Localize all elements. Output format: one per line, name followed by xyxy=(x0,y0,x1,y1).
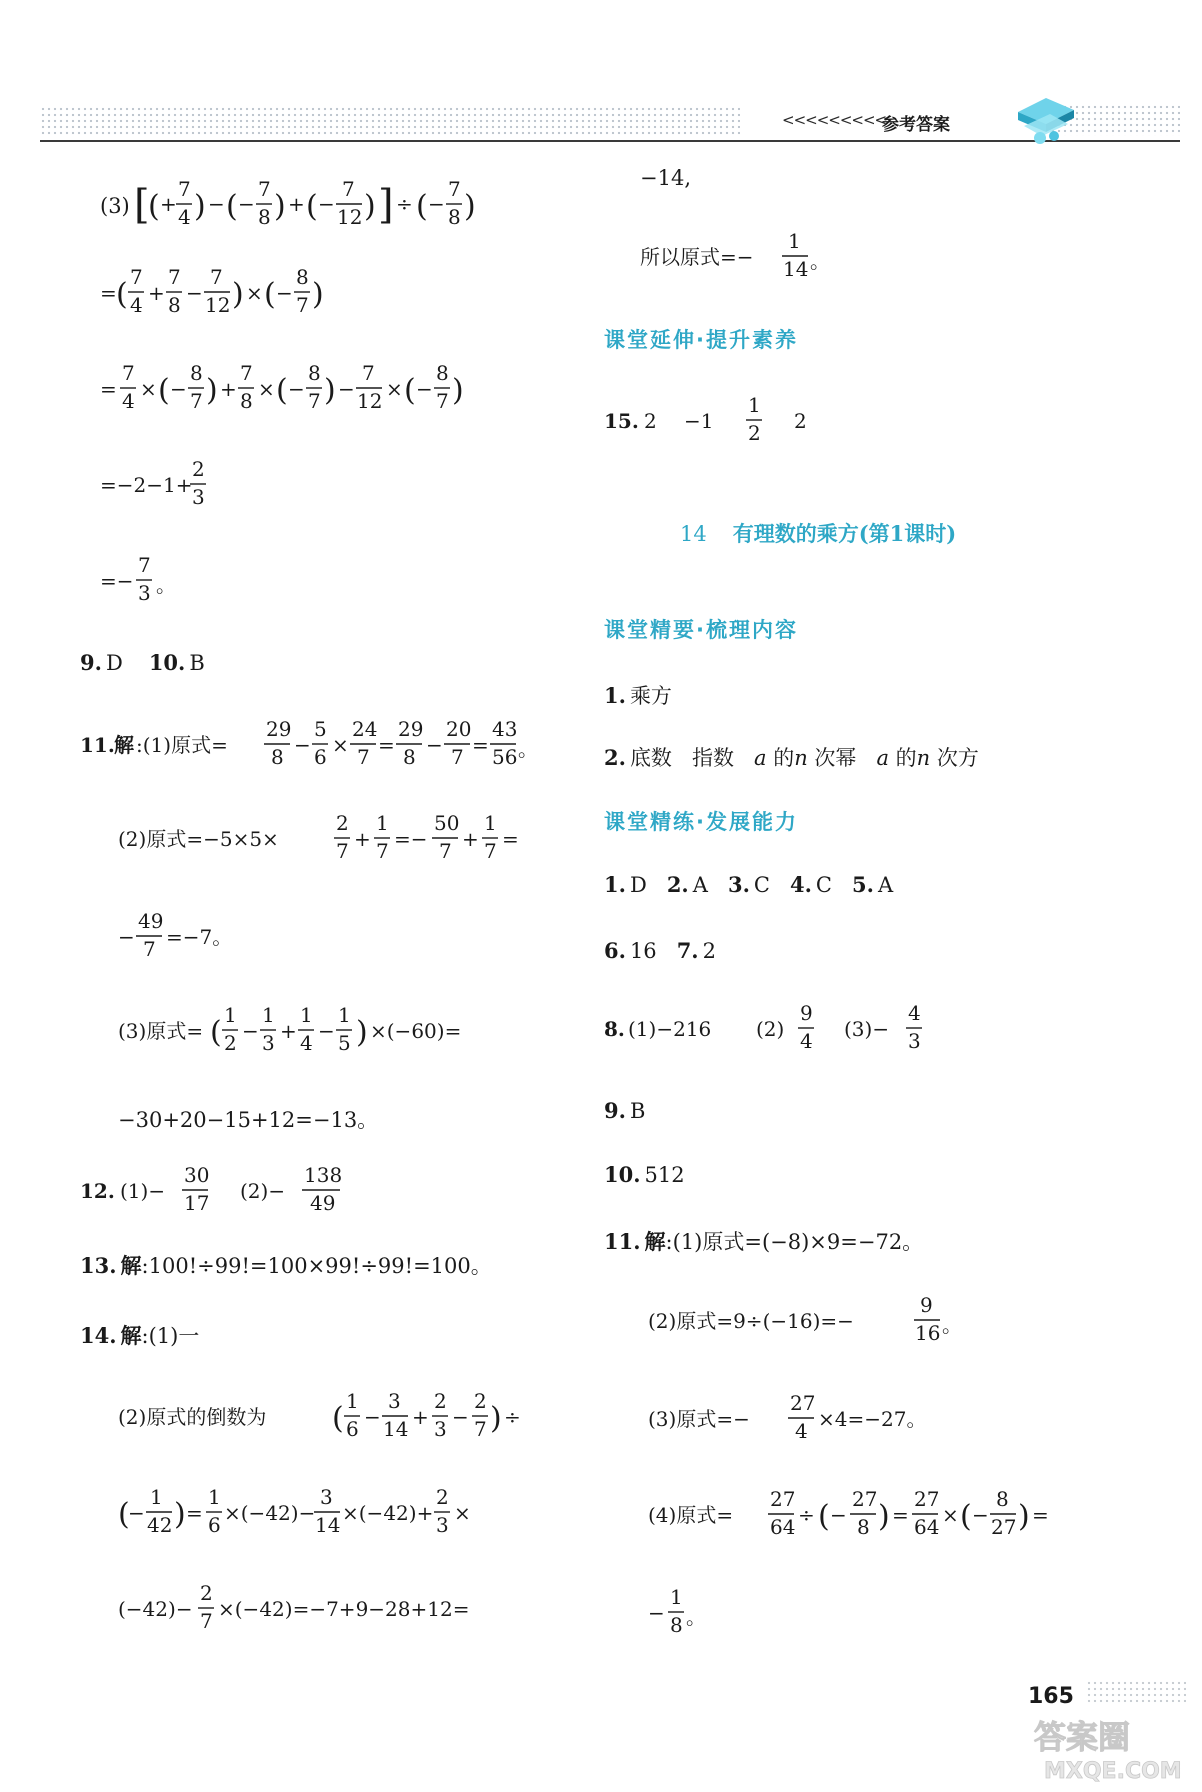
formula-line-1 xyxy=(134,174,604,238)
answer-p7: 10. 512 xyxy=(604,1162,685,1187)
formula-14-2b xyxy=(118,1484,558,1544)
svg-text:): ) xyxy=(463,189,476,224)
svg-text:(2)原式=9÷(−16)=−: (2)原式=9÷(−16)=− xyxy=(648,1309,854,1333)
svg-text:4: 4 xyxy=(130,293,143,317)
formula-line-5 xyxy=(100,552,300,612)
svg-text:×: × xyxy=(386,377,403,401)
formula-14-2c xyxy=(118,1580,558,1640)
svg-text:5: 5 xyxy=(314,717,327,741)
svg-text:1: 1 xyxy=(338,1003,351,1027)
svg-text:4: 4 xyxy=(908,1001,921,1025)
svg-text:(−42)−: (−42)− xyxy=(118,1597,193,1621)
footer-dot-pattern xyxy=(1086,1680,1186,1704)
section-heading-essentials: 课堂精要·梳理内容 xyxy=(604,618,798,642)
answer-p2: 2. 底数 指数 a 的n 次幂 a 的n 次方 xyxy=(604,744,979,770)
svg-text:7: 7 xyxy=(177,177,191,201)
formula-line-2 xyxy=(100,264,480,324)
svg-text:6: 6 xyxy=(346,1417,359,1441)
svg-text:): ) xyxy=(1018,1499,1030,1534)
svg-text:(: ( xyxy=(264,277,276,312)
svg-text:(: ( xyxy=(276,373,288,408)
formula-14-2a xyxy=(118,1388,558,1448)
lesson-title-text: 有理数的乘方(第1课时) xyxy=(732,521,957,546)
svg-text:(: ( xyxy=(225,189,238,224)
svg-text:(1)−: (1)− xyxy=(120,1179,166,1203)
svg-text:8: 8 xyxy=(447,205,461,229)
svg-text:7: 7 xyxy=(138,553,151,577)
svg-text:4: 4 xyxy=(800,1029,813,1053)
svg-text:(: ( xyxy=(116,277,128,312)
svg-text:3: 3 xyxy=(436,1513,449,1537)
svg-text:(2): (2) xyxy=(756,1017,785,1041)
svg-text:−: − xyxy=(242,1019,259,1043)
svg-text:−: − xyxy=(276,281,293,305)
answer-p9 xyxy=(648,1292,988,1352)
svg-text:解: 解 xyxy=(114,733,134,757)
svg-text:11.: 11. xyxy=(80,733,115,757)
svg-text:8: 8 xyxy=(271,745,284,769)
answer-14-1: 14. 解 :(1)一 xyxy=(80,1322,200,1348)
svg-text:12: 12 xyxy=(357,389,383,413)
answer-11-2a xyxy=(118,810,558,870)
svg-text:3: 3 xyxy=(138,581,151,605)
svg-text:=: = xyxy=(378,733,395,757)
svg-text:27: 27 xyxy=(852,1487,878,1511)
svg-text:×(−42)+: ×(−42)+ xyxy=(342,1501,434,1525)
svg-text:7: 7 xyxy=(143,937,156,961)
svg-text:(3)原式=: (3)原式= xyxy=(118,1019,204,1043)
answer-p3: 1. D 2. A 3. C 4. C 5. A xyxy=(604,872,894,897)
answer-p1-text: 乘方 xyxy=(629,684,672,708)
svg-text:×: × xyxy=(246,281,263,305)
svg-text:+: + xyxy=(462,827,479,851)
step-line-2 xyxy=(100,264,480,324)
svg-text:14: 14 xyxy=(315,1513,341,1537)
formula-11-2a xyxy=(118,810,558,870)
svg-text:2: 2 xyxy=(336,811,349,835)
svg-text:4: 4 xyxy=(177,205,191,229)
svg-text:2: 2 xyxy=(200,1581,213,1605)
svg-text:7: 7 xyxy=(200,1609,213,1633)
svg-text:−: − xyxy=(452,1405,469,1429)
answer-13-text: :100!÷99!=100×99!÷99!=100。 xyxy=(141,1254,492,1278)
svg-text:−: − xyxy=(830,1503,847,1527)
svg-text:=−: =− xyxy=(100,569,134,593)
svg-text:−: − xyxy=(288,377,305,401)
answer-14-2a xyxy=(118,1388,558,1448)
right-line-1: −14, xyxy=(640,166,691,190)
svg-text:=: = xyxy=(472,733,489,757)
answer-9-10: 9. D 10. B xyxy=(80,650,205,675)
svg-text:−: − xyxy=(317,192,335,216)
lesson-number: 14 xyxy=(680,522,707,546)
formula-12 xyxy=(80,1162,400,1222)
svg-text:56: 56 xyxy=(492,745,518,769)
svg-text:(2)原式=−5×5×: (2)原式=−5×5× xyxy=(118,827,279,851)
svg-text:5: 5 xyxy=(338,1031,351,1055)
svg-text:1: 1 xyxy=(670,1585,683,1609)
svg-text:): ) xyxy=(363,189,376,224)
svg-text:−: − xyxy=(128,1501,145,1525)
svg-text:15.: 15. xyxy=(604,409,639,433)
svg-text:−: − xyxy=(338,377,355,401)
answer-11-3b: −30+20−15+12=−13。 xyxy=(118,1108,379,1132)
svg-text:=: = xyxy=(892,1503,909,1527)
svg-text:7: 7 xyxy=(362,361,375,385)
svg-text:6: 6 xyxy=(208,1513,221,1537)
svg-text:3: 3 xyxy=(434,1417,447,1441)
answer-11-2b xyxy=(118,908,318,968)
svg-text:42: 42 xyxy=(147,1513,173,1537)
step-line-5 xyxy=(100,552,300,612)
svg-text:÷: ÷ xyxy=(504,1405,521,1429)
svg-text:50: 50 xyxy=(434,811,460,835)
svg-text:(2)−: (2)− xyxy=(240,1179,286,1203)
svg-text:7: 7 xyxy=(308,389,321,413)
svg-text:8: 8 xyxy=(240,389,253,413)
svg-text:−: − xyxy=(186,281,203,305)
svg-text:2: 2 xyxy=(224,1031,237,1055)
svg-text:1: 1 xyxy=(748,393,761,417)
svg-text:12.: 12. xyxy=(80,1179,115,1203)
svg-text:(: ( xyxy=(415,189,428,224)
svg-text:29: 29 xyxy=(266,717,292,741)
svg-text:): ) xyxy=(273,189,286,224)
svg-text:7: 7 xyxy=(439,839,452,863)
svg-text:。: 。 xyxy=(942,1313,962,1337)
answer-12 xyxy=(80,1162,400,1222)
svg-text:9: 9 xyxy=(800,1001,813,1025)
svg-text:。: 。 xyxy=(518,737,538,761)
svg-text:(: ( xyxy=(404,373,416,408)
svg-text:+: + xyxy=(412,1405,429,1429)
svg-text:1: 1 xyxy=(376,811,389,835)
svg-text:7: 7 xyxy=(484,839,497,863)
svg-text:): ) xyxy=(193,189,206,224)
svg-text:7: 7 xyxy=(474,1417,487,1441)
svg-text:7: 7 xyxy=(257,177,271,201)
answer-14-2c xyxy=(118,1580,558,1640)
svg-text:): ) xyxy=(324,373,336,408)
svg-text:=: = xyxy=(1032,1503,1049,1527)
svg-text:(: ( xyxy=(158,373,170,408)
svg-text:): ) xyxy=(174,1497,186,1532)
svg-text:−: − xyxy=(648,1601,665,1625)
svg-text:17: 17 xyxy=(184,1191,210,1215)
svg-text:−: − xyxy=(237,192,255,216)
svg-text:7: 7 xyxy=(336,839,349,863)
svg-text:−: − xyxy=(416,377,433,401)
svg-text:(1)−216: (1)−216 xyxy=(628,1017,712,1041)
svg-text:27: 27 xyxy=(790,1391,816,1415)
svg-text:(: ( xyxy=(210,1015,222,1050)
formula-p9 xyxy=(648,1292,988,1352)
svg-text:(4)原式=: (4)原式= xyxy=(648,1503,734,1527)
watermark-logo xyxy=(1030,1712,1190,1784)
svg-text:1: 1 xyxy=(224,1003,237,1027)
svg-text:2: 2 xyxy=(474,1389,487,1413)
svg-text:3: 3 xyxy=(262,1031,275,1055)
svg-text:=: = xyxy=(502,827,519,851)
svg-text:−: − xyxy=(972,1503,989,1527)
svg-text:。: 。 xyxy=(810,249,830,273)
answer-p5 xyxy=(604,1000,964,1060)
svg-text:(: ( xyxy=(818,1499,830,1534)
svg-text:1: 1 xyxy=(262,1003,275,1027)
svg-text:7: 7 xyxy=(376,839,389,863)
svg-text:6: 6 xyxy=(314,745,327,769)
svg-text:+: + xyxy=(287,192,305,216)
svg-text:−: − xyxy=(170,377,187,401)
svg-text:): ) xyxy=(878,1499,890,1534)
svg-text:4: 4 xyxy=(795,1419,808,1443)
answer-p11b xyxy=(648,1584,848,1644)
answer-13: 13. 解 :100!÷99!=100×99!÷99!=100。 xyxy=(80,1250,492,1280)
svg-text:7: 7 xyxy=(341,177,355,201)
svg-text:÷: ÷ xyxy=(395,192,413,216)
answer-p6: 9. B xyxy=(604,1098,646,1123)
answer-p11a xyxy=(648,1486,1088,1546)
answer-p10 xyxy=(648,1390,988,1450)
header-arrows: <<<<<<<<< xyxy=(782,111,887,129)
svg-text:=: = xyxy=(186,1501,203,1525)
svg-text:(: ( xyxy=(147,189,160,224)
formula-right-2 xyxy=(640,228,900,288)
svg-text:7: 7 xyxy=(296,293,309,317)
svg-text:(: ( xyxy=(118,1497,130,1532)
answer-p1: 1. 乘方 xyxy=(604,680,672,710)
svg-text:1: 1 xyxy=(208,1485,221,1509)
svg-text:): ) xyxy=(206,373,218,408)
svg-text:7: 7 xyxy=(210,265,223,289)
svg-text:]: ] xyxy=(377,182,394,228)
formula-11-3a xyxy=(118,1002,558,1062)
svg-text:−: − xyxy=(364,1405,381,1429)
svg-text:3: 3 xyxy=(388,1389,401,1413)
svg-text:1: 1 xyxy=(150,1485,163,1509)
answer-p4: 6. 16 7. 2 xyxy=(604,938,716,963)
svg-text:14: 14 xyxy=(383,1417,409,1441)
svg-text:3: 3 xyxy=(908,1029,921,1053)
svg-text:[: [ xyxy=(133,182,150,228)
svg-text:49: 49 xyxy=(310,1191,336,1215)
svg-text:): ) xyxy=(232,277,244,312)
svg-text:2: 2 xyxy=(192,457,205,481)
svg-text:×4=−27。: ×4=−27。 xyxy=(818,1407,927,1431)
right-line-2 xyxy=(640,228,900,288)
svg-text:30: 30 xyxy=(184,1163,210,1187)
svg-text:1: 1 xyxy=(300,1003,313,1027)
svg-text:8: 8 xyxy=(190,361,203,385)
svg-text:8: 8 xyxy=(996,1487,1009,1511)
book-stack-icon xyxy=(1010,90,1080,148)
header-title: 参考答案 xyxy=(882,115,950,135)
svg-text:7: 7 xyxy=(190,389,203,413)
formula-15 xyxy=(604,392,844,452)
svg-text:): ) xyxy=(490,1401,502,1436)
svg-text:64: 64 xyxy=(770,1515,796,1539)
svg-text:(3)−: (3)− xyxy=(844,1017,890,1041)
formula-11-2b xyxy=(118,908,318,968)
svg-text:20: 20 xyxy=(446,717,472,741)
svg-text:2: 2 xyxy=(794,409,807,433)
svg-text:(: ( xyxy=(332,1401,344,1436)
svg-text:1: 1 xyxy=(788,229,801,253)
svg-text:7: 7 xyxy=(168,265,181,289)
header-dot-pattern xyxy=(40,106,740,136)
svg-text:×: × xyxy=(332,733,349,757)
header-rule xyxy=(40,140,1180,142)
svg-text:27: 27 xyxy=(991,1515,1017,1539)
svg-text:+: + xyxy=(159,192,177,216)
svg-text:(: ( xyxy=(305,189,318,224)
svg-text:7: 7 xyxy=(436,389,449,413)
formula-p10 xyxy=(648,1390,988,1450)
svg-text:−: − xyxy=(426,733,443,757)
page-number: 165 xyxy=(1028,1684,1074,1709)
formula-11-1 xyxy=(80,716,580,776)
svg-text:−1: −1 xyxy=(684,409,714,433)
svg-text:+: + xyxy=(354,827,371,851)
answer-11-1 xyxy=(80,716,580,776)
svg-text::(1)原式=: :(1)原式= xyxy=(136,733,228,757)
svg-text:÷: ÷ xyxy=(798,1503,815,1527)
svg-text:−: − xyxy=(207,192,225,216)
step-line-4 xyxy=(100,456,300,516)
formula-line-3 xyxy=(100,360,560,420)
svg-text:): ) xyxy=(312,277,324,312)
svg-text:): ) xyxy=(452,373,464,408)
svg-text:×: × xyxy=(942,1503,959,1527)
svg-text:×: × xyxy=(258,377,275,401)
svg-text:7: 7 xyxy=(447,177,461,201)
svg-text:8: 8 xyxy=(296,265,309,289)
svg-text:×(−42)−: ×(−42)− xyxy=(224,1501,316,1525)
lesson-title xyxy=(680,518,956,548)
svg-text:138: 138 xyxy=(304,1163,343,1187)
svg-text:×: × xyxy=(454,1501,471,1525)
svg-text:3: 3 xyxy=(320,1485,333,1509)
svg-text:8.: 8. xyxy=(604,1017,625,1041)
svg-text:3: 3 xyxy=(192,485,205,509)
svg-text:−: − xyxy=(318,1019,335,1043)
svg-text:−: − xyxy=(294,733,311,757)
svg-text:7: 7 xyxy=(122,361,135,385)
svg-text:−: − xyxy=(427,192,445,216)
svg-text:2: 2 xyxy=(436,1485,449,1509)
svg-text:+: + xyxy=(148,281,165,305)
svg-text:): ) xyxy=(356,1015,368,1050)
svg-text:1: 1 xyxy=(346,1389,359,1413)
svg-text:=: = xyxy=(100,281,117,305)
svg-text:。: 。 xyxy=(686,1605,706,1629)
svg-text:7: 7 xyxy=(130,265,143,289)
svg-text:8: 8 xyxy=(168,293,181,317)
step-line-1: (3) [ ( + 7 4 ) − ( − 7 8 ) + ( − 7 12 ) ] ÷ ( − 7 8 ) xyxy=(100,174,604,238)
svg-text:(3)原式=−: (3)原式=− xyxy=(648,1407,750,1431)
svg-text:=−2−1+: =−2−1+ xyxy=(100,473,193,497)
svg-text:8: 8 xyxy=(436,361,449,385)
svg-text:8: 8 xyxy=(857,1515,870,1539)
svg-text:=: = xyxy=(100,377,117,401)
formula-p11a xyxy=(648,1486,1088,1546)
svg-text:MXQE.COM: MXQE.COM xyxy=(1044,1759,1182,1784)
svg-text:49: 49 xyxy=(138,909,164,933)
formula-p11b xyxy=(648,1584,848,1644)
svg-text:8: 8 xyxy=(257,205,271,229)
answer-11-3a xyxy=(118,1002,558,1062)
svg-text:16: 16 xyxy=(915,1321,941,1345)
svg-text:×(−42)=−7+9−28+12=: ×(−42)=−7+9−28+12= xyxy=(218,1597,470,1621)
svg-text:=−7。: =−7。 xyxy=(166,925,233,949)
section-heading-extension: 课堂延伸·提升素养 xyxy=(604,328,798,352)
svg-text:(: ( xyxy=(960,1499,972,1534)
svg-text:64: 64 xyxy=(914,1515,940,1539)
svg-text:7: 7 xyxy=(451,745,464,769)
svg-text:=−: =− xyxy=(394,827,428,851)
svg-text:12: 12 xyxy=(336,205,363,229)
svg-text:2: 2 xyxy=(644,409,657,433)
svg-text:−: − xyxy=(118,925,135,949)
svg-text:+: + xyxy=(220,377,237,401)
svg-text:2: 2 xyxy=(748,421,761,445)
svg-text:×(−60)=: ×(−60)= xyxy=(370,1019,462,1043)
svg-text:27: 27 xyxy=(914,1487,940,1511)
svg-text:。: 。 xyxy=(156,573,176,597)
svg-text:7: 7 xyxy=(240,361,253,385)
svg-text:8: 8 xyxy=(670,1613,683,1637)
answer-15 xyxy=(604,392,844,452)
svg-text:所以原式=−: 所以原式=− xyxy=(640,245,754,269)
svg-text:+: + xyxy=(280,1019,297,1043)
svg-text:1: 1 xyxy=(484,811,497,835)
answer-p8: 11. 解 :(1)原式=(−8)×9=−72。 xyxy=(604,1228,924,1254)
svg-text:12: 12 xyxy=(205,293,231,317)
svg-text:43: 43 xyxy=(492,717,518,741)
svg-text:4: 4 xyxy=(122,389,135,413)
formula-p5 xyxy=(604,1000,964,1060)
svg-text:8: 8 xyxy=(308,361,321,385)
svg-text:×: × xyxy=(140,377,157,401)
formula-line-4 xyxy=(100,456,300,516)
answer-14-2b xyxy=(118,1484,558,1544)
svg-text:29: 29 xyxy=(398,717,424,741)
svg-text:8: 8 xyxy=(403,745,416,769)
section-heading-practice: 课堂精练·发展能力 xyxy=(604,810,798,834)
svg-text:9: 9 xyxy=(920,1293,933,1317)
svg-text:2: 2 xyxy=(434,1389,447,1413)
svg-text:24: 24 xyxy=(352,717,378,741)
svg-text:4: 4 xyxy=(300,1031,313,1055)
svg-text:(2)原式的倒数为: (2)原式的倒数为 xyxy=(118,1405,267,1429)
svg-text:14: 14 xyxy=(783,257,809,281)
step-line-3 xyxy=(100,360,560,420)
svg-text:答案圈: 答案圈 xyxy=(1034,1718,1131,1756)
svg-text:7: 7 xyxy=(357,745,370,769)
svg-text:27: 27 xyxy=(770,1487,796,1511)
